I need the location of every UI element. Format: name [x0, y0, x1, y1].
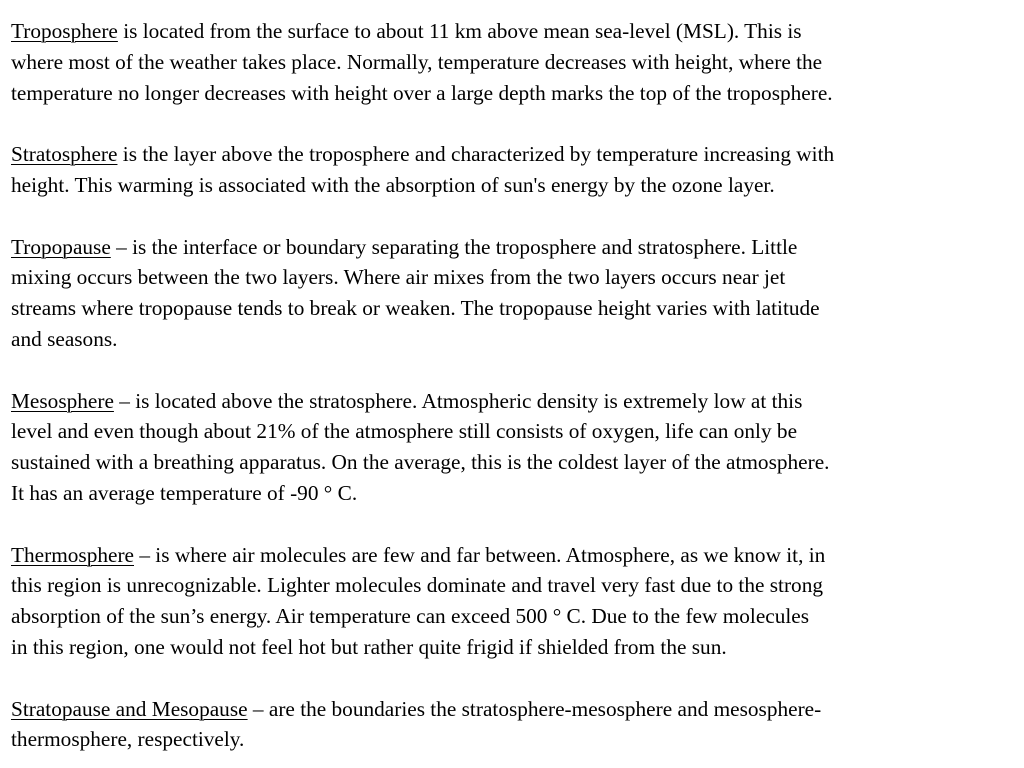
paragraph-thermosphere [11, 540, 1015, 663]
paragraph-text: where most of the weather takes place. Normally, temperature decreases with height, where the [11, 49, 823, 74]
paragraph-text: – is the interface or boundary separating the troposphere and stratosphere. Little [110, 234, 798, 259]
paragraph-text: It has an average temperature of -90 ° C. [11, 480, 358, 505]
paragraph-text: thermosphere, respectively. [11, 727, 245, 752]
paragraph-troposphere [11, 16, 1015, 108]
paragraph-text: this region is unrecognizable. Lighter molecules dominate and travel very fast due to the strong [11, 573, 823, 598]
paragraph-text: is located from the surface to about 11 km above mean sea-level (MSL). This is [117, 19, 802, 43]
term-thermosphere: Thermosphere [11, 542, 134, 567]
paragraph-text: level and even though about 21% of the atmosphere still consists of oxygen, life can only be [11, 419, 798, 444]
paragraph-text: in this region, one would not feel hot but rather quite frigid if shielded from the sun. [11, 634, 727, 659]
term-stratopause-and-mesopause: Stratopause and Mesopause [11, 696, 248, 721]
paragraph-text: mixing occurs between the two layers. Where air mixes from the two layers occurs near jet [11, 265, 786, 290]
paragraph-text: height. This warming is associated with the absorption of sun's energy by the ozone layer. [11, 172, 775, 197]
term-mesosphere: Mesosphere [11, 388, 114, 413]
paragraph-tropopause [11, 232, 1015, 355]
paragraph-text: sustained with a breathing apparatus. On the average, this is the coldest layer of the atmosphere. [11, 450, 830, 475]
paragraph-text: temperature no longer decreases with height over a large depth marks the top of the troposphere. [11, 80, 833, 105]
paragraph-text: – is where air molecules are few and far between. Atmosphere, as we know it, in [134, 542, 826, 567]
term-tropopause: Tropopause [11, 234, 111, 259]
paragraph-stratosphere [11, 139, 1015, 201]
paragraph-text: streams where tropopause tends to break or weaken. The tropopause height varies with latitude [11, 296, 820, 321]
document-body [11, 16, 1015, 755]
paragraph-stratopause-mesopause [11, 694, 1015, 756]
paragraph-text: and seasons. [11, 326, 118, 351]
paragraph-text: – is located above the stratosphere. Atmospheric density is extremely low at this [113, 388, 803, 413]
paragraph-mesosphere [11, 386, 1015, 509]
term-stratosphere: Stratosphere [11, 142, 118, 167]
term-troposphere: Troposphere [11, 19, 118, 43]
paragraph-text: – are the boundaries the stratosphere-mesosphere and mesosphere- [247, 696, 822, 721]
paragraph-text: absorption of the sun’s energy. Air temperature can exceed 500 ° C. Due to the few molecules [11, 604, 810, 629]
paragraph-text: is the layer above the troposphere and characterized by temperature increasing with [117, 142, 835, 167]
